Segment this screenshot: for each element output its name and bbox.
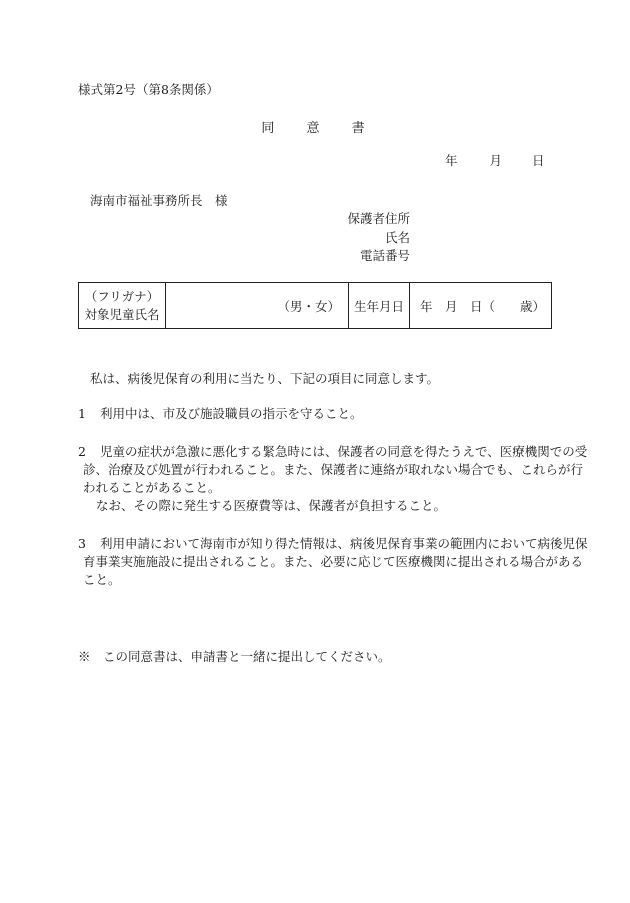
item-number: 3 [78,536,86,551]
item-line: 診、治療及び処置が行われること。また、保護者に連絡が取れない場合でも、これらが行 [83,462,584,477]
item-line: 育事業実施施設に提出されること。また、必要に応じて医療機関に提出される場合がある [83,554,584,569]
date-month: 月 [489,153,503,168]
guardian-name-label: 氏名 [384,230,410,245]
item-line: 児童の症状が急激に悪化する緊急時には、保護者の同意を得たうえで、医療機関での受 [100,444,588,459]
date-year: 年 [445,153,458,168]
child-info-table [78,282,552,329]
child-name-label: 対象児童氏名 [84,306,160,322]
item-number: 1 [78,406,86,421]
gender-options[interactable]: （男・女） [277,298,340,314]
item-line: なお、その際に発生する医療費等は、保護者が負担すること。 [96,498,447,513]
child-name-label-cell [79,283,166,329]
date-day: 日 [532,153,545,168]
submission-note: ※ この同意書は、申請書と一緒に提出してください。 [78,649,391,664]
item-line: 利用申請において海南市が知り得た情報は、病後児保育事業の範囲内において病後児保 [100,536,588,551]
guardian-address-label: 保護者住所 [347,211,410,226]
birth-date-field[interactable]: 年 月 日（ 歳） [410,283,552,329]
birth-date-label: 生年月日 [349,283,410,329]
item-number: 2 [78,444,86,459]
intro-text: 私は、病後児保育の利用に当たり、下記の項目に同意します。 [90,371,440,386]
document-title: 同 意 書 [261,121,379,136]
item-line: こと。 [83,572,121,587]
form-number: 様式第2号（第8条関係） [78,82,219,97]
item-line: 利用中は、市及び施設職員の指示を守ること。 [100,406,363,421]
child-name-field[interactable] [166,283,349,329]
date-line [445,153,545,169]
guardian-phone-label: 電話番号 [359,248,410,263]
addressee: 海南市福祉事務所長 様 [90,193,228,208]
furigana-label: （フリガナ） [84,288,160,304]
item-line: われることがあること。 [83,480,221,495]
